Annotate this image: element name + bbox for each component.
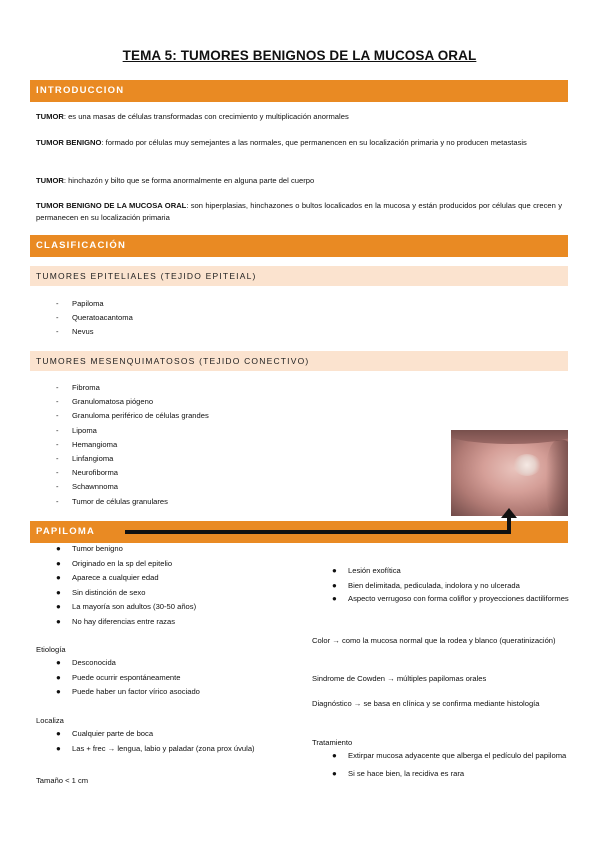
lesion-spot [513,454,541,476]
list-item: ● Cualquier parte de boca [56,727,316,742]
bullet-icon: ● [56,743,61,753]
list-item: - Schawnnoma [56,480,209,494]
list-item: - Granulomatosa piógeno [56,395,209,409]
bullet-icon: ● [332,566,337,575]
tratamiento-label: Tratamiento [312,738,353,747]
term-label: TUMOR [36,112,64,121]
bullet-icon: ● [332,580,337,590]
localiza-list [56,727,316,756]
bullet-icon: ● [56,616,61,626]
page-title: TEMA 5: TUMORES BENIGNOS DE LA MUCOSA ORAL [122,48,477,63]
list-item: ● Si se hace bien, la recidiva es rara [332,767,572,782]
subheader-epiteliales: TUMORES EPITELIALES (TEJIDO EPITEIAL) [30,266,568,286]
dash-marker: - [56,468,59,478]
term-label: TUMOR BENIGNO DE LA MUCOSA ORAL [36,201,187,210]
list-item: ● Puede haber un factor vírico asociado [56,685,306,700]
bullet-icon: ● [56,573,61,582]
intro-paragraph-1 [36,111,562,123]
subheader-mesenquimatosos: TUMORES MESENQUIMATOSOS (TEJIDO CONECTIVO) [30,351,568,371]
localiza-label: Localiza [36,716,64,725]
section-header-clasificacion: CLASIFICACIÓN [30,235,568,257]
bullet-icon: ● [56,587,61,597]
list-item: ● Lesión exofítica [332,564,572,579]
epiteliales-list [56,297,133,340]
dash-marker: - [56,411,59,421]
list-item: - Queratoacantoma [56,311,133,325]
color-text: Color → como la mucosa normal que la rodea y blanco (queratinización) [312,636,556,645]
bullet-icon: ● [332,594,337,603]
list-item: - Papiloma [56,297,133,311]
bullet-icon: ● [56,658,61,667]
dash-marker: - [56,299,59,308]
term-label: TUMOR [36,176,64,185]
etiologia-list [56,656,306,700]
section-header-introduccion: INTRODUCCION [30,80,568,102]
list-item: ● Bien delimitada, pediculada, indolora y no ulcerada [332,579,572,594]
dash-marker: - [56,496,59,506]
section-header-papiloma: PAPILOMA [30,521,568,543]
definition-text: : hinchazón y bilto que se forma anormalmente en alguna parte del cuerpo [63,176,315,185]
dash-marker: - [56,383,59,392]
arrow-icon [125,508,525,538]
dash-marker: - [56,482,59,492]
bullet-icon: ● [56,687,61,696]
list-item: - Linfangioma [56,452,209,466]
bullet-icon: ● [56,558,61,568]
sindrome-text: Sindrome de Cowden → múltiples papilomas orales [312,674,487,683]
definition-text: : es una masas de células transformadas con crecimiento y multiplicación anormales [63,112,349,121]
list-item: - Lipoma [56,424,209,438]
list-item: - Hemangioma [56,438,209,452]
papilloma-photo [451,430,568,516]
tamano-text: Tamaño < 1 cm [36,776,89,785]
list-item: - Fibroma [56,381,209,395]
list-item: ● Las + frec → lengua, labio y paladar (zona prox úvula) [56,742,316,757]
list-item: ● Desconocida [56,656,306,671]
dash-marker: - [56,425,59,435]
list-item: - Neurofiborma [56,466,209,480]
bullet-icon: ● [56,672,61,682]
bullet-icon: ● [56,544,61,553]
papiloma-left-list [56,542,306,629]
intro-paragraph-2 [36,137,562,149]
tratamiento-list [332,750,572,781]
list-item: ● Extirpar mucosa adyacente que alberga el pedículo del papiloma [332,750,572,763]
list-item: ● Sin distinción de sexo [56,586,306,601]
list-item: - Granuloma periférico de células grandes [56,409,209,423]
list-item: - Nevus [56,325,133,339]
bullet-icon: ● [332,768,337,778]
bullet-icon: ● [56,729,61,738]
dash-marker: - [56,397,59,407]
lip-shape [451,430,568,444]
diagnostico-text: Diagnóstico → se basa en clínica y se confirma mediante histología [312,699,540,708]
intro-paragraph-4 [36,200,562,224]
bullet-icon: ● [332,751,337,760]
list-item: ● Tumor benigno [56,542,306,557]
list-item: ● No hay diferencias entre razas [56,615,306,630]
definition-text: : formado por células muy semejantes a las normales, que permanencen en su localización primaria y no producen metastasis [101,138,527,147]
dash-marker: - [56,439,59,449]
shadow-shape [546,440,568,516]
list-item: - Tumor de células granulares [56,495,209,509]
list-item: ● Aspecto verrugoso con forma coliflor y proyecciones dactiliformes [332,593,572,606]
dash-marker: - [56,454,59,464]
term-label: TUMOR BENIGNO [36,138,102,147]
list-item: ● La mayoría son adultos (30-50 años) [56,600,306,615]
dash-marker: - [56,313,59,323]
list-item: ● Puede ocurrir espontáneamente [56,671,306,686]
mesenquimatosos-list [56,381,209,509]
papiloma-right-list [332,564,572,606]
list-item: ● Originado en la sp del epitelio [56,557,306,572]
list-item: ● Aparece a cualquier edad [56,571,306,586]
intro-paragraph-3 [36,175,562,187]
definition-text: : son hiperplasias, hinchazones o bultos localicados en la mucosa y están producidos por células que crecen y permanecen en su localización primaria [36,201,562,222]
etiologia-label: Etiología [36,645,66,654]
dash-marker: - [56,327,59,337]
bullet-icon: ● [56,602,61,611]
